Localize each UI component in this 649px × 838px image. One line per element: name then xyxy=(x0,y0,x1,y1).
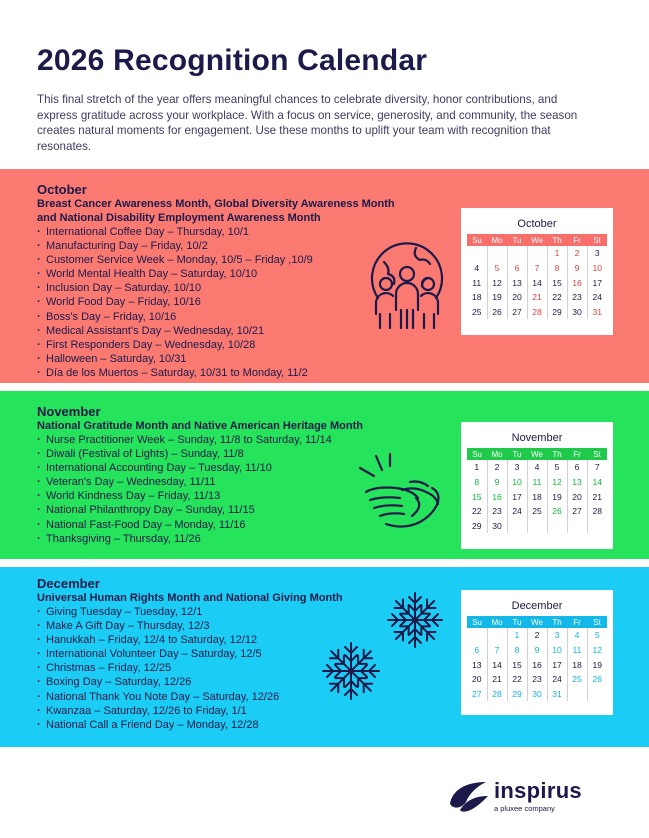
calendar-day: 17 xyxy=(507,489,527,504)
calendar-day: 20 xyxy=(467,672,487,687)
weekday-header: Tu xyxy=(507,448,527,460)
calendar-day: 26 xyxy=(547,504,567,519)
calendar-day: 23 xyxy=(527,672,547,687)
calendar-day xyxy=(507,519,527,534)
event-item: · National Thank You Note Day – Saturday, 12/26 xyxy=(37,690,279,704)
calendar-day: 13 xyxy=(567,475,587,490)
weekday-header: We xyxy=(527,234,547,246)
calendar-day xyxy=(507,246,527,261)
event-item: · International Coffee Day – Thursday, 10/1 xyxy=(37,225,313,239)
awareness-months: National Gratitude Month and Native American Heritage Month xyxy=(37,420,363,432)
calendar-day: 22 xyxy=(467,504,487,519)
calendar-day: 29 xyxy=(547,305,567,320)
calendar-day: 30 xyxy=(487,519,507,534)
event-item: · Giving Tuesday – Tuesday, 12/1 xyxy=(37,605,279,619)
event-item: · International Volunteer Day – Saturday, 12/5 xyxy=(37,647,279,661)
calendar-day: 5 xyxy=(594,630,600,641)
calendar-week xyxy=(467,504,607,519)
calendar-day: 10 xyxy=(592,263,603,274)
event-item: · Manufacturing Day – Friday, 10/2 xyxy=(37,239,313,253)
calendar-day: 29 xyxy=(467,519,487,534)
calendar-grid xyxy=(467,616,607,701)
weekday-header: Fr xyxy=(567,234,587,246)
calendar-day xyxy=(527,519,547,534)
calendar-grid xyxy=(467,448,607,533)
calendar-day: 4 xyxy=(467,261,487,276)
weekday-header: Tu xyxy=(507,616,527,628)
calendar-day: 26 xyxy=(592,674,603,685)
calendar-day: 26 xyxy=(487,305,507,320)
event-item: · Christmas – Friday, 12/25 xyxy=(37,661,279,675)
calendar-week xyxy=(467,261,607,276)
event-item: · Boss's Day – Friday, 10/16 xyxy=(37,310,313,324)
calendar-day: 21 xyxy=(487,672,507,687)
event-item: · Nurse Practitioner Week – Sunday, 11/8 to Saturday, 11/14 xyxy=(37,433,332,447)
calendar-day: 28 xyxy=(592,506,603,517)
month-heading: December xyxy=(37,576,100,591)
calendar-day: 2 xyxy=(567,246,587,261)
calendar-day: 3 xyxy=(547,628,567,643)
calendar-week xyxy=(467,643,607,658)
awareness-months: Breast Cancer Awareness Month, Global Diversity Awareness Month and National Disability Employment Awareness Month xyxy=(37,198,395,224)
calendar-day: 27 xyxy=(507,305,527,320)
calendar-day xyxy=(567,687,587,702)
calendar-day: 2 xyxy=(487,460,507,475)
intro-paragraph: This final stretch of the year offers meaningful chances to celebrate diversity, honor contributions, and express gratitude across your workplace. With a focus on service, generosity, and community, the season creates natural moments for engagement. Use these months to uplift your team with recognition that resonates. xyxy=(37,93,578,153)
event-item: · International Accounting Day – Tuesday, 11/10 xyxy=(37,461,332,475)
calendar-day: 16 xyxy=(527,657,547,672)
calendar-day xyxy=(587,519,607,534)
calendar-day: 12 xyxy=(592,645,603,656)
calendar-day: 23 xyxy=(487,504,507,519)
calendar-day: 22 xyxy=(507,672,527,687)
calendar-title: October xyxy=(517,218,557,230)
event-item: · Día de los Muertos – Saturday, 10/31 to Monday, 11/2 xyxy=(37,366,313,380)
calendar-day xyxy=(467,246,487,261)
calendar-day: 3 xyxy=(507,460,527,475)
calendar-day: 8 xyxy=(507,643,527,658)
calendar-day: 11 xyxy=(467,275,487,290)
calendar-day: 22 xyxy=(547,290,567,305)
calendar-day: 16 xyxy=(567,275,587,290)
december-calendar xyxy=(461,590,613,715)
calendar-day: 9 xyxy=(487,475,507,490)
inspirus-logo-icon xyxy=(446,778,490,812)
calendar-day: 1 xyxy=(467,460,487,475)
weekday-header: Th xyxy=(547,616,567,628)
event-item: · National Philanthropy Day – Sunday, 11/15 xyxy=(37,503,332,517)
calendar-day: 31 xyxy=(547,687,567,702)
calendar-day: 13 xyxy=(507,275,527,290)
calendar-day: 25 xyxy=(467,305,487,320)
event-item: · Diwali (Festival of Lights) – Sunday, 11/8 xyxy=(37,447,332,461)
event-item: · National Call a Friend Day – Monday, 12/28 xyxy=(37,718,279,732)
weekday-header: Mo xyxy=(487,234,507,246)
event-item: · World Mental Health Day – Saturday, 10/10 xyxy=(37,267,313,281)
calendar-day xyxy=(487,246,507,261)
awareness-months: Universal Human Rights Month and National Giving Month xyxy=(37,592,343,604)
globe-people-icon xyxy=(364,240,450,330)
snowflake-icon xyxy=(320,640,382,702)
calendar-day: 10 xyxy=(507,475,527,490)
november-calendar xyxy=(461,422,613,549)
calendar-day: 5 xyxy=(547,460,567,475)
calendar-day: 25 xyxy=(567,672,587,687)
weekday-header: St xyxy=(587,448,607,460)
calendar-day: 1 xyxy=(507,628,527,643)
calendar-day: 27 xyxy=(467,687,487,702)
event-item: · Thanksgiving – Thursday, 11/26 xyxy=(37,532,332,546)
calendar-week xyxy=(467,672,607,687)
calendar-week xyxy=(467,246,607,261)
event-list xyxy=(37,605,279,732)
logo-wordmark: inspirus xyxy=(494,778,582,803)
calendar-day: 7 xyxy=(487,643,507,658)
calendar-day: 10 xyxy=(547,643,567,658)
event-item: · Make A Gift Day – Thursday, 12/3 xyxy=(37,619,279,633)
event-item: · National Fast-Food Day – Monday, 11/16 xyxy=(37,518,332,532)
weekday-header: Su xyxy=(467,616,487,628)
calendar-week xyxy=(467,290,607,305)
calendar-day: 11 xyxy=(567,643,587,658)
event-item: · World Food Day – Friday, 10/16 xyxy=(37,295,313,309)
calendar-day: 17 xyxy=(547,657,567,672)
weekday-header: St xyxy=(587,616,607,628)
calendar-week xyxy=(467,475,607,490)
calendar-day: 19 xyxy=(547,489,567,504)
calendar-day: 9 xyxy=(527,643,547,658)
calendar-day: 12 xyxy=(547,475,567,490)
event-item: · Medical Assistant's Day – Wednesday, 10/21 xyxy=(37,324,313,338)
calendar-grid xyxy=(467,234,607,319)
calendar-day: 23 xyxy=(567,290,587,305)
calendar-week xyxy=(467,519,607,534)
month-heading: October xyxy=(37,182,87,197)
logo-tagline: a pluxee company xyxy=(494,804,555,813)
event-item: · Customer Service Week – Monday, 10/5 – Friday ,10/9 xyxy=(37,253,313,267)
calendar-day xyxy=(587,687,607,702)
weekday-header: Th xyxy=(547,234,567,246)
calendar-day: 13 xyxy=(467,657,487,672)
event-item: · Hanukkah – Friday, 12/4 to Saturday, 12/12 xyxy=(37,633,279,647)
calendar-week xyxy=(467,489,607,504)
calendar-week xyxy=(467,628,607,643)
event-list xyxy=(37,433,332,546)
calendar-title: November xyxy=(511,432,563,444)
calendar-day: 8 xyxy=(467,475,487,490)
calendar-day: 30 xyxy=(567,305,587,320)
calendar-day: 20 xyxy=(507,290,527,305)
calendar-day: 29 xyxy=(507,687,527,702)
event-item: · Inclusion Day – Saturday, 10/10 xyxy=(37,281,313,295)
calendar-day: 18 xyxy=(467,290,487,305)
weekday-header: We xyxy=(527,616,547,628)
weekday-header: Th xyxy=(547,448,567,460)
calendar-week xyxy=(467,657,607,672)
calendar-day: 5 xyxy=(487,261,507,276)
calendar-day: 4 xyxy=(527,460,547,475)
calendar-day: 6 xyxy=(507,261,527,276)
snowflake-icon xyxy=(385,590,445,650)
calendar-day: 27 xyxy=(567,504,587,519)
calendar-day: 30 xyxy=(527,687,547,702)
calendar-day: 14 xyxy=(592,477,603,488)
weekday-header: We xyxy=(527,448,547,460)
calendar-day: 3 xyxy=(594,248,600,259)
calendar-day: 24 xyxy=(592,292,603,303)
calendar-day: 7 xyxy=(594,462,600,473)
calendar-day: 9 xyxy=(567,261,587,276)
weekday-header: Fr xyxy=(567,616,587,628)
event-item: · Veteran's Day – Wednesday, 11/11 xyxy=(37,475,332,489)
calendar-day: 7 xyxy=(527,261,547,276)
calendar-day: 8 xyxy=(547,261,567,276)
calendar-day xyxy=(547,519,567,534)
calendar-day: 21 xyxy=(527,290,547,305)
calendar-day: 18 xyxy=(527,489,547,504)
calendar-day: 12 xyxy=(487,275,507,290)
event-item: · Halloween – Saturday, 10/31 xyxy=(37,352,313,366)
weekday-header: Su xyxy=(467,448,487,460)
page-title: 2026 Recognition Calendar xyxy=(37,44,428,77)
weekday-header: Tu xyxy=(507,234,527,246)
weekday-header: Mo xyxy=(487,616,507,628)
weekday-header: Su xyxy=(467,234,487,246)
calendar-title: December xyxy=(511,600,563,612)
calendar-day: 6 xyxy=(467,643,487,658)
clapping-hands-icon xyxy=(356,452,448,538)
calendar-week xyxy=(467,305,607,320)
calendar-day: 6 xyxy=(567,460,587,475)
calendar-day xyxy=(527,246,547,261)
weekday-header: St xyxy=(587,234,607,246)
calendar-day: 15 xyxy=(467,489,487,504)
event-item: · Boxing Day – Saturday, 12/26 xyxy=(37,675,279,689)
calendar-day: 20 xyxy=(567,489,587,504)
calendar-day: 2 xyxy=(527,628,547,643)
calendar-day: 18 xyxy=(567,657,587,672)
calendar-day: 28 xyxy=(487,687,507,702)
event-item: · First Responders Day – Wednesday, 10/28 xyxy=(37,338,313,352)
weekday-header: Fr xyxy=(567,448,587,460)
calendar-day: 1 xyxy=(547,246,567,261)
calendar-day: 25 xyxy=(527,504,547,519)
event-item: · Kwanzaa – Saturday, 12/26 to Friday, 1/1 xyxy=(37,704,279,718)
calendar-week xyxy=(467,687,607,702)
month-heading: November xyxy=(37,404,101,419)
calendar-day: 15 xyxy=(507,657,527,672)
calendar-day: 31 xyxy=(592,307,603,318)
event-list xyxy=(37,225,313,380)
calendar-day: 16 xyxy=(487,489,507,504)
calendar-week xyxy=(467,460,607,475)
calendar-day: 24 xyxy=(547,672,567,687)
calendar-day: 4 xyxy=(567,628,587,643)
event-item: · World Kindness Day – Friday, 11/13 xyxy=(37,489,332,503)
october-calendar xyxy=(461,208,613,335)
calendar-day: 21 xyxy=(592,491,603,502)
calendar-week xyxy=(467,275,607,290)
weekday-header: Mo xyxy=(487,448,507,460)
calendar-day: 19 xyxy=(487,290,507,305)
calendar-day: 19 xyxy=(592,659,603,670)
calendar-day xyxy=(567,519,587,534)
calendar-day: 14 xyxy=(487,657,507,672)
calendar-day: 24 xyxy=(507,504,527,519)
calendar-day xyxy=(487,628,507,643)
calendar-day: 15 xyxy=(547,275,567,290)
calendar-day: 28 xyxy=(527,305,547,320)
calendar-day: 17 xyxy=(592,277,603,288)
calendar-day: 14 xyxy=(527,275,547,290)
calendar-day xyxy=(467,628,487,643)
calendar-day: 11 xyxy=(527,475,547,490)
